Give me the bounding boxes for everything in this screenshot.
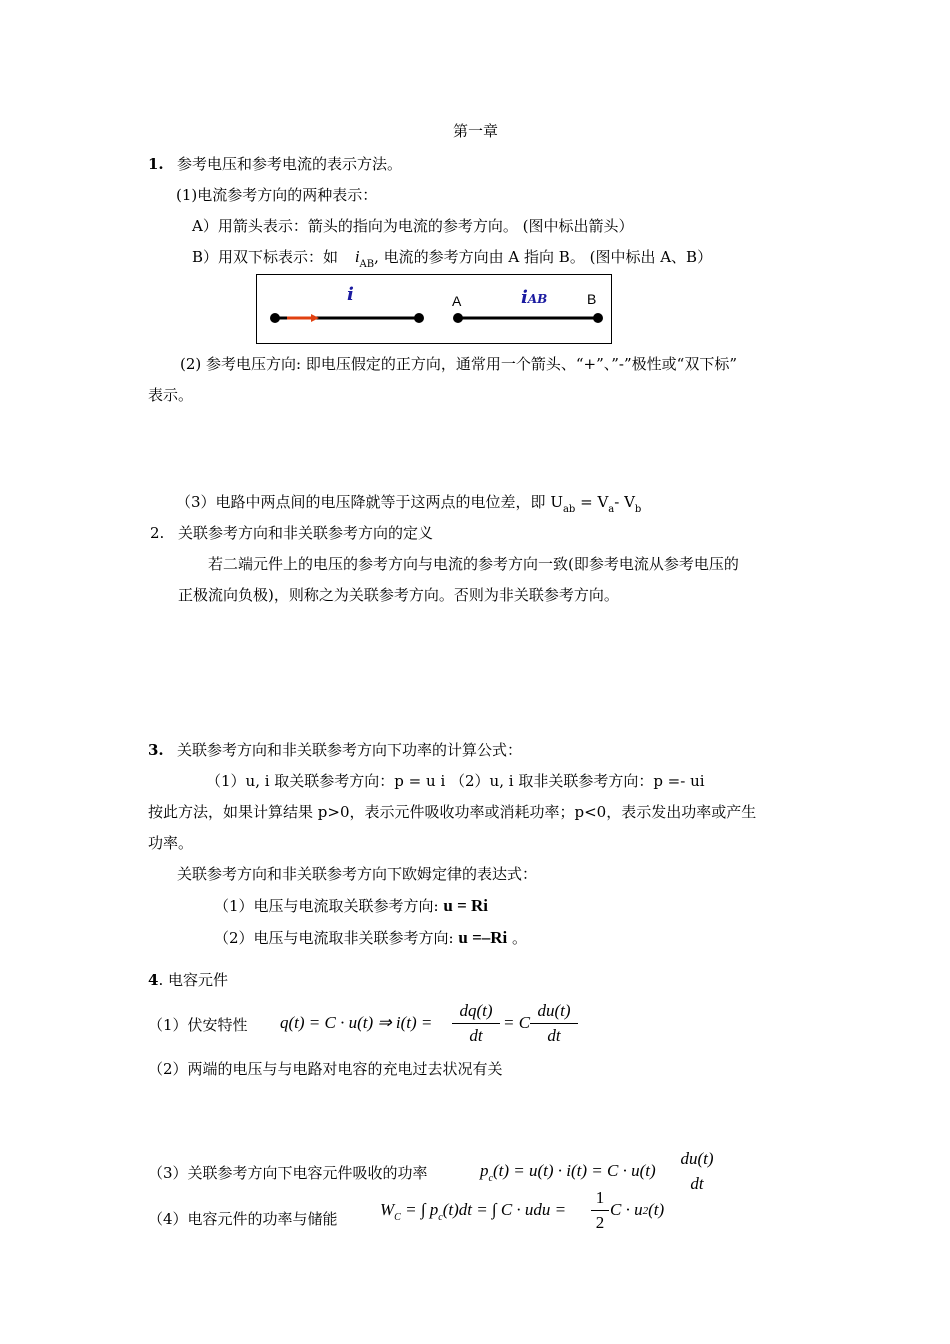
section-1-p2-line1: (2) 参考电压方向: 即电压假定的正方向，通常用一个箭头、“+”、”-”极性或“双下标” [180,355,737,373]
power-frac-denominator: dt [690,1174,704,1193]
capacitor-power-eq [480,1161,656,1184]
capacitor-vi-label: （1）伏安特性 [148,1016,248,1034]
section-1-number: 1. [148,155,164,173]
ohm-law-associated [214,896,488,916]
capacitor-vi-frac1 [452,1000,500,1047]
ohm1-prefix: （1）电压与电流取关联参考方向: [214,897,444,915]
capacitor-vi-eq-left: q(t) = C · u(t) ⇒ i(t) = [280,1013,433,1032]
frac2-denominator: dt [547,1026,561,1045]
capacitor-p2: （2）两端的电压与与电路对电容的充电过去状况有关 [148,1060,503,1078]
capacitor-energy-eq-tail [610,1200,664,1222]
section-2-number: 2. [150,524,165,542]
section-3-number: 3. [148,741,164,759]
section-3-formula-line: （1）u, i 取关联参考方向：p = u i （2）u, i 取非关联参考方向：p =- ui [206,772,705,790]
figure-label-iAB-sub: AB [527,292,548,306]
node-left-1 [270,313,280,323]
ohm2-prefix: （2）电压与电流取非关联参考方向: [214,929,459,947]
ohm2-equation: u =–Ri [458,928,508,947]
p3-prefix: （3）电路中两点间的电压降就等于这两点的电位差，即 U [176,493,563,511]
current-direction-figure [256,274,612,344]
power-p: p [480,1161,489,1180]
item-b-suffix: , 电流的参考方向由 A 指向 B。 (图中标出 A、B） [374,248,713,266]
energy-frac-numerator: 1 [595,1188,605,1207]
figure-svg [257,275,611,343]
figure-label-A: A [452,293,462,309]
p3-sub-b: b [634,504,642,515]
capacitor-vi-frac2 [530,1000,578,1047]
figure-label-B: B [587,291,597,307]
item-b-prefix: B）用双下标表示：如 [192,248,339,266]
section-1-item-b [192,247,712,270]
frac1-bar [452,1023,500,1024]
p3-mid2: - V [614,493,635,511]
ohm1-equation: u = Ri [443,896,489,915]
section-2-line1: 若二端元件上的电压的参考方向与电流的参考方向一致(即参考电流从参考电压的 [208,555,739,573]
section-3-line-a: 按此方法，如果计算结果 p>0，表示元件吸收功率或消耗功率；p<0，表示发出功率或产生 [148,803,757,821]
energy-frac-bar [591,1210,609,1211]
section-1-heading: 参考电压和参考电流的表示方法。 [177,155,403,173]
capacitor-energy-eq [380,1200,566,1223]
energy-eq-part4: (t) [648,1200,665,1219]
energy-frac-denominator: 2 [595,1213,605,1232]
section-4-number: 4 [148,971,159,989]
energy-p-sub: c [438,1212,443,1223]
section-2-heading: 关联参考方向和非关联参考方向的定义 [178,524,434,542]
frac1-numerator: dq(t) [459,1001,493,1020]
power-p-sub: c [488,1173,493,1184]
item-b-symbol: i [354,247,360,266]
section-1-p1: (1)电流参考方向的两种表示： [176,186,378,204]
energy-W-sub: C [394,1212,401,1223]
current-arrow-icon [311,314,319,322]
energy-frac [591,1187,609,1234]
section-2-line2: 正极流向负极)，则称之为关联参考方向。否则为非关联参考方向。 [178,586,619,604]
capacitor-power-frac [673,1148,721,1195]
node-B [593,313,603,323]
power-eq-rest: (t) = u(t) · i(t) = C · u(t) [492,1161,656,1180]
frac2-numerator: du(t) [537,1001,571,1020]
energy-eq-part2: (t)dt = ∫ C · udu = [442,1200,567,1219]
p3-sub-a: a [608,504,615,515]
chapter-title: 第一章 [453,122,499,140]
ohm2-suffix: 。 [507,929,528,947]
capacitor-energy-label: （4）电容元件的功率与储能 [148,1210,338,1228]
section-1-item-a: A）用箭头表示：箭头的指向为电流的参考方向。 (图中标出箭头） [192,217,634,235]
section-1-p3 [176,492,641,515]
power-frac-bar [673,1171,721,1172]
section-3-line-b: 功率。 [148,834,194,852]
figure-label-iAB [521,288,547,309]
frac2-bar [530,1023,578,1024]
p3-mid: = V [575,493,609,511]
power-frac-numerator: du(t) [680,1149,714,1168]
energy-W: W [380,1200,395,1219]
figure-label-iAB-main: i [521,287,528,308]
capacitor-power-label: （3）关联参考方向下电容元件吸收的功率 [148,1164,428,1182]
section-4-heading [148,970,228,990]
energy-eq-part1: = ∫ p [405,1200,439,1219]
ohm-heading: 关联参考方向和非关联参考方向下欧姆定律的表达式： [177,865,538,883]
energy-sup: 2 [642,1205,649,1217]
section-3-heading: 关联参考方向和非关联参考方向下功率的计算公式： [177,741,523,759]
node-left-2 [414,313,424,323]
section-4-title: . 电容元件 [158,971,228,989]
figure-label-i: i [347,284,354,305]
capacitor-vi-eq-mid: = C [503,1013,531,1032]
frac1-denominator: dt [469,1026,483,1045]
p3-sub-ab: ab [562,504,576,515]
node-A [453,313,463,323]
energy-eq-part3: C · u [610,1200,643,1219]
item-b-subscript: AB [359,259,375,270]
section-1-p2-line2: 表示。 [148,386,194,404]
ohm-law-non-associated [214,928,527,948]
